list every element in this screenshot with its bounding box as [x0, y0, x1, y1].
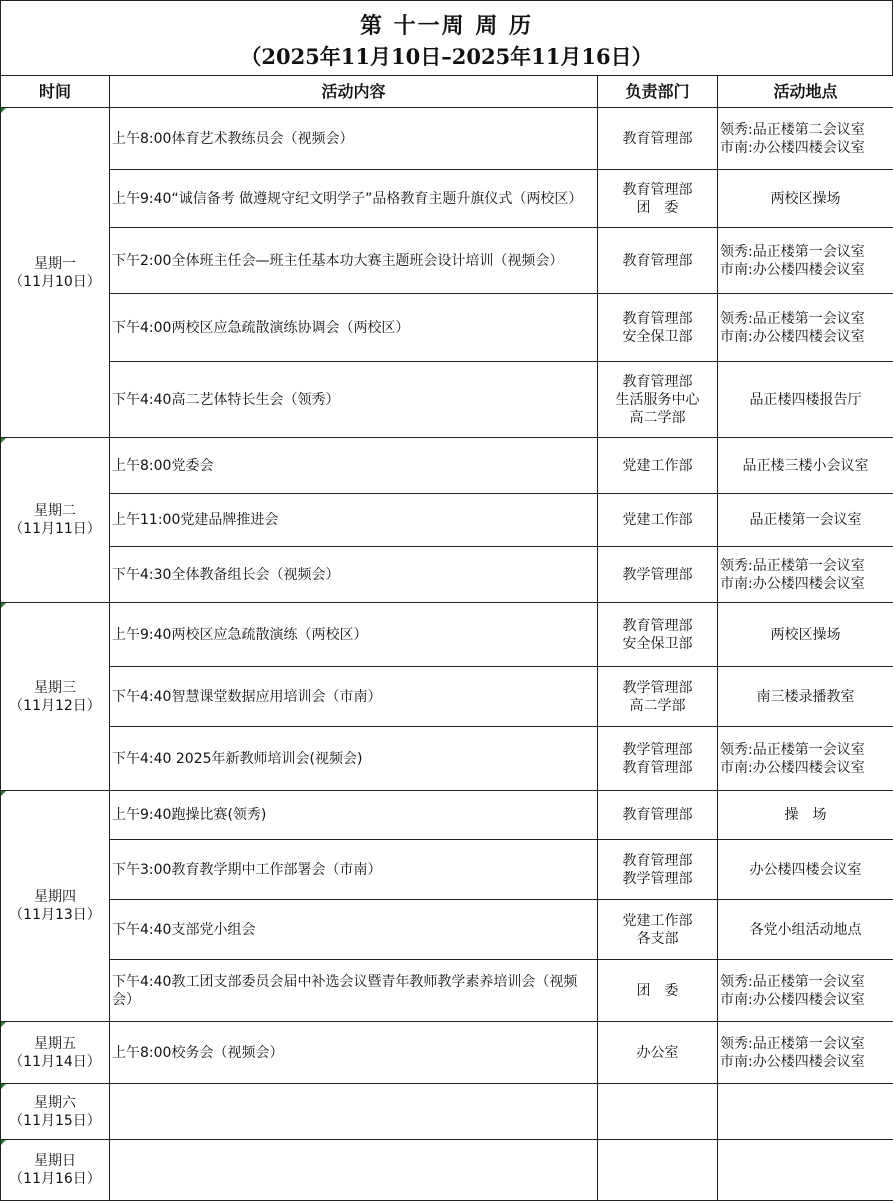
dept-name: 团 委	[600, 199, 715, 217]
day-cell	[1, 603, 110, 791]
table-row	[1, 900, 893, 960]
location-name: 各党小组活动地点	[720, 921, 891, 939]
activity-cell: 下午4:40教工团支部委员会届中补选会议暨青年教师教学素养培训会（视频会）	[110, 960, 598, 1022]
header-time: 时间	[1, 76, 110, 108]
location-cell	[718, 1140, 893, 1201]
dept-name: 教育管理部	[600, 310, 715, 328]
day-name: 星期日	[3, 1152, 107, 1170]
dept-cell	[598, 840, 718, 900]
location-name: 领秀:品正楼第一会议室	[720, 310, 891, 328]
location-name: 两校区操场	[720, 190, 891, 208]
location-name: 市南:办公楼四楼会议室	[720, 1053, 891, 1071]
table-row	[1, 1022, 893, 1084]
table-row	[1, 170, 893, 228]
dept-name: 教学管理部	[600, 679, 715, 697]
dept-name: 办公室	[600, 1044, 715, 1062]
day-date: （11月12日）	[3, 697, 107, 715]
location-name: 品正楼第一会议室	[720, 511, 891, 529]
location-name: 市南:办公楼四楼会议室	[720, 261, 891, 279]
dept-name: 党建工作部	[600, 912, 715, 930]
location-name: 市南:办公楼四楼会议室	[720, 991, 891, 1009]
dept-cell	[598, 727, 718, 791]
dept-cell	[598, 170, 718, 228]
dept-cell	[598, 900, 718, 960]
table-row	[1, 840, 893, 900]
activity-cell	[110, 1084, 598, 1140]
header-location: 活动地点	[718, 76, 893, 108]
location-name: 领秀:品正楼第一会议室	[720, 243, 891, 261]
page-subtitle: （2025年11月10日–2025年11月16日）	[1, 41, 892, 71]
day-date: （11月16日）	[3, 1170, 107, 1188]
location-cell	[718, 438, 893, 494]
location-cell	[718, 1084, 893, 1140]
day-cell	[1, 108, 110, 438]
activity-cell: 下午4:40 2025年新教师培训会(视频会)	[110, 727, 598, 791]
dept-name: 党建工作部	[600, 511, 715, 529]
day-date: （11月11日）	[3, 520, 107, 538]
location-cell	[718, 494, 893, 547]
location-cell	[718, 840, 893, 900]
dept-name: 教育管理部	[600, 130, 715, 148]
location-cell	[718, 362, 893, 438]
table-row	[1, 108, 893, 170]
dept-name: 教育管理部	[600, 252, 715, 270]
location-name: 市南:办公楼四楼会议室	[720, 575, 891, 593]
location-name: 领秀:品正楼第二会议室	[720, 121, 891, 139]
location-name: 品正楼三楼小会议室	[720, 457, 891, 475]
dept-name: 教学管理部	[600, 741, 715, 759]
dept-name: 教育管理部	[600, 617, 715, 635]
location-cell	[718, 960, 893, 1022]
dept-name: 教育管理部	[600, 373, 715, 391]
day-cell	[1, 438, 110, 603]
dept-cell	[598, 791, 718, 840]
table-row	[1, 1084, 893, 1140]
activity-cell	[110, 1140, 598, 1201]
table-row	[1, 727, 893, 791]
day-date: （11月15日）	[3, 1112, 107, 1130]
dept-name: 安全保卫部	[600, 328, 715, 346]
dept-cell	[598, 547, 718, 603]
activity-cell: 下午4:30全体教备组长会（视频会）	[110, 547, 598, 603]
page-title: 第 十一周 周 历	[1, 9, 892, 40]
table-row	[1, 547, 893, 603]
dept-cell	[598, 1022, 718, 1084]
dept-name: 生活服务中心	[600, 391, 715, 409]
table-row	[1, 228, 893, 294]
location-cell	[718, 1022, 893, 1084]
location-name: 两校区操场	[720, 626, 891, 644]
dept-cell	[598, 667, 718, 727]
location-cell	[718, 547, 893, 603]
day-name: 星期五	[3, 1035, 107, 1053]
dept-name: 教育管理部	[600, 852, 715, 870]
location-cell	[718, 170, 893, 228]
day-cell	[1, 1022, 110, 1084]
dept-cell	[598, 1084, 718, 1140]
location-cell	[718, 603, 893, 667]
location-name: 南三楼录播教室	[720, 688, 891, 706]
dept-cell	[598, 362, 718, 438]
table-row	[1, 791, 893, 840]
table-row	[1, 960, 893, 1022]
schedule-body	[1, 108, 893, 1201]
header-activity: 活动内容	[110, 76, 598, 108]
dept-name: 教学管理部	[600, 566, 715, 584]
activity-cell: 上午11:00党建品牌推进会	[110, 494, 598, 547]
dept-name: 教学管理部	[600, 870, 715, 888]
title-box	[0, 0, 893, 75]
table-row	[1, 1140, 893, 1201]
day-name: 星期四	[3, 888, 107, 906]
activity-cell: 下午4:00两校区应急疏散演练协调会（两校区）	[110, 294, 598, 362]
location-cell	[718, 294, 893, 362]
activity-cell: 上午8:00体育艺术教练员会（视频会）	[110, 108, 598, 170]
day-cell	[1, 791, 110, 1022]
dept-name: 高二学部	[600, 409, 715, 427]
day-date: （11月10日）	[3, 273, 107, 291]
day-name: 星期三	[3, 679, 107, 697]
activity-cell: 下午2:00全体班主任会—班主任基本功大赛主题班会设计培训（视频会）	[110, 228, 598, 294]
location-cell	[718, 228, 893, 294]
dept-cell	[598, 960, 718, 1022]
day-cell	[1, 1084, 110, 1140]
activity-cell: 上午8:00党委会	[110, 438, 598, 494]
location-name: 市南:办公楼四楼会议室	[720, 139, 891, 157]
day-date: （11月13日）	[3, 906, 107, 924]
day-date: （11月14日）	[3, 1053, 107, 1071]
dept-name: 各支部	[600, 930, 715, 948]
activity-cell: 上午9:40“诚信备考 做遵规守纪文明学子”品格教育主题升旗仪式（两校区）	[110, 170, 598, 228]
activity-cell: 上午8:00校务会（视频会）	[110, 1022, 598, 1084]
dept-cell	[598, 494, 718, 547]
location-name: 操 场	[720, 806, 891, 824]
dept-cell	[598, 108, 718, 170]
activity-cell: 上午9:40跑操比赛(领秀)	[110, 791, 598, 840]
table-row	[1, 294, 893, 362]
location-name: 领秀:品正楼第一会议室	[720, 973, 891, 991]
location-name: 领秀:品正楼第一会议室	[720, 1035, 891, 1053]
day-name: 星期二	[3, 502, 107, 520]
dept-name: 高二学部	[600, 697, 715, 715]
table-row	[1, 494, 893, 547]
activity-cell: 下午4:40高二艺体特长生会（领秀）	[110, 362, 598, 438]
dept-cell	[598, 603, 718, 667]
table-row	[1, 667, 893, 727]
table-row	[1, 603, 893, 667]
location-name: 市南:办公楼四楼会议室	[720, 759, 891, 777]
location-cell	[718, 727, 893, 791]
location-name: 品正楼四楼报告厅	[720, 391, 891, 409]
activity-cell: 上午9:40两校区应急疏散演练（两校区）	[110, 603, 598, 667]
dept-name: 团 委	[600, 982, 715, 1000]
header-dept: 负责部门	[598, 76, 718, 108]
location-name: 领秀:品正楼第一会议室	[720, 741, 891, 759]
day-cell	[1, 1140, 110, 1201]
schedule-table	[0, 75, 893, 1201]
activity-cell: 下午4:40支部党小组会	[110, 900, 598, 960]
dept-name: 教育管理部	[600, 806, 715, 824]
table-row	[1, 362, 893, 438]
dept-name: 安全保卫部	[600, 635, 715, 653]
location-cell	[718, 900, 893, 960]
location-name: 市南:办公楼四楼会议室	[720, 328, 891, 346]
location-cell	[718, 108, 893, 170]
dept-cell	[598, 228, 718, 294]
dept-name: 党建工作部	[600, 457, 715, 475]
location-name: 领秀:品正楼第一会议室	[720, 557, 891, 575]
dept-name: 教育管理部	[600, 759, 715, 777]
dept-name: 教育管理部	[600, 181, 715, 199]
location-name: 办公楼四楼会议室	[720, 861, 891, 879]
dept-cell	[598, 438, 718, 494]
dept-cell	[598, 294, 718, 362]
day-name: 星期一	[3, 255, 107, 273]
activity-cell: 下午4:40智慧课堂数据应用培训会（市南）	[110, 667, 598, 727]
table-row	[1, 438, 893, 494]
location-cell	[718, 667, 893, 727]
activity-cell: 下午3:00教育教学期中工作部署会（市南）	[110, 840, 598, 900]
day-name: 星期六	[3, 1094, 107, 1112]
dept-cell	[598, 1140, 718, 1201]
header-row	[1, 76, 893, 108]
location-cell	[718, 791, 893, 840]
